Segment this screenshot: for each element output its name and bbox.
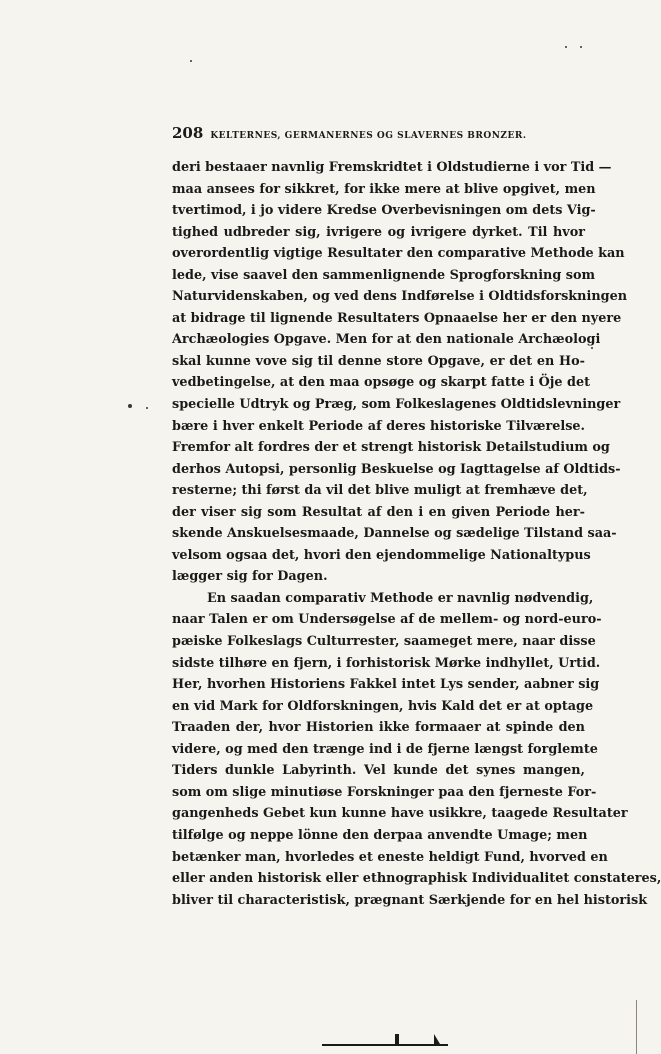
text-line: lede, vise saavel den sammenlignende Sprogforskning som — [172, 267, 596, 283]
text-line: vedbetingelse, at den maa opsøge og skarpt fatte i Öje det — [172, 375, 591, 391]
text-line: skende Anskuelsesmaade, Dannelse og sædelige Tilstand saa- — [172, 526, 617, 542]
text-line: Fremfor alt fordres der et strengt historisk Detailstudium og — [172, 440, 610, 456]
text-line: der viser sig som Resultat af den i en given Periode her- — [172, 504, 585, 520]
text-line: tvertimod, i jo videre Kredse Overbevisningen om dets Vig- — [172, 203, 596, 219]
text-line: Archæologies Opgave. Men for at den nationale Archæologi — [172, 332, 601, 348]
scan-speck — [580, 46, 582, 48]
scan-speck — [190, 60, 192, 62]
text-line: at bidrage til lignende Resultaters Opnaaelse her er den nyere — [172, 310, 622, 326]
scan-speck — [146, 407, 148, 409]
paragraph-last-line: lægger sig for Dagen. — [172, 569, 328, 585]
text-line: Her, hvorhen Historiens Fakkel intet Lys sender, aabner sig — [172, 677, 600, 693]
text-line: overordentlig vigtige Resultater den comparative Methode kan — [172, 246, 625, 262]
text-line: eller anden historisk eller ethnographisk Individualitet constateres, — [172, 871, 661, 887]
text-line: bliver til characteristisk, prægnant Særkjende for en hel historisk — [172, 892, 648, 908]
text-line: naar Talen er om Undersøgelse af de mellem- og nord-euro- — [172, 612, 602, 628]
text-line: som om slige minutiøse Forskninger paa den fjerneste For- — [172, 784, 597, 800]
text-line: pæiske Folkeslags Culturrester, saameget mere, naar disse — [172, 634, 596, 650]
text-line: velsom ogsaa det, hvori den ejendommelige Nationaltypus — [172, 547, 591, 563]
scan-speck — [591, 347, 593, 349]
text-line: derhos Autopsi, personlig Beskuelse og Iagttagelse af Oldtids- — [172, 461, 621, 477]
body-text — [172, 157, 661, 911]
text-line: bære i hver enkelt Periode af deres historiske Tilværelse. — [172, 418, 585, 434]
page-number: 208 — [172, 124, 204, 142]
text-line: videre, og med den trænge ind i de fjerne længst forglemte — [172, 741, 598, 757]
running-head: KELTERNES, GERMANERNES OG SLAVERNES BRONZER. — [210, 131, 527, 141]
text-line: Tiders dunkle Labyrinth. Vel kunde det synes mangen, — [172, 763, 585, 779]
signature-mark — [434, 1034, 440, 1044]
paragraph-first-line: En saadan comparativ Methode er navnlig nødvendig, — [207, 590, 594, 606]
text-line: gangenheds Gebet kun kunne have usikkre, taagede Resultater — [172, 806, 628, 822]
page-header — [172, 124, 592, 144]
text-line: resterne; thi først da vil det blive muligt at fremhæve det, — [172, 483, 588, 499]
page-edge — [636, 1000, 637, 1054]
text-line: Traaden der, hvor Historien ikke formaaer at spinde den — [172, 720, 585, 736]
scan-speck — [565, 46, 567, 48]
text-line: en vid Mark for Oldforskningen, hvis Kald det er at optage — [172, 698, 594, 714]
footer-rule — [322, 1044, 448, 1046]
text-line: betænker man, hvorledes et eneste heldigt Fund, hvorved en — [172, 849, 608, 865]
text-line: deri bestaaer navnlig Fremskridtet i Oldstudierne i vor Tid — — [172, 160, 612, 175]
scan-speck — [128, 404, 132, 408]
signature-mark — [395, 1034, 399, 1045]
text-line: Naturvidenskaben, og ved dens Indførelse i Oldtidsforskningen — [172, 289, 628, 305]
text-line: tilfølge og neppe lönne den derpaa anvendte Umage; men — [172, 827, 588, 843]
text-line: skal kunne vove sig til denne store Opgave, er det en Ho- — [172, 353, 585, 369]
text-line: maa ansees for sikkret, for ikke mere at blive opgivet, men — [172, 181, 596, 197]
text-line: specielle Udtryk og Præg, som Folkeslagenes Oldtidslevninger — [172, 397, 621, 413]
text-line: sidste tilhøre en fjern, i forhistorisk Mørke indhyllet, Urtid. — [172, 655, 601, 671]
text-line: tighed udbreder sig, ivrigere og ivrigere dyrket. Til hvor — [172, 224, 585, 240]
